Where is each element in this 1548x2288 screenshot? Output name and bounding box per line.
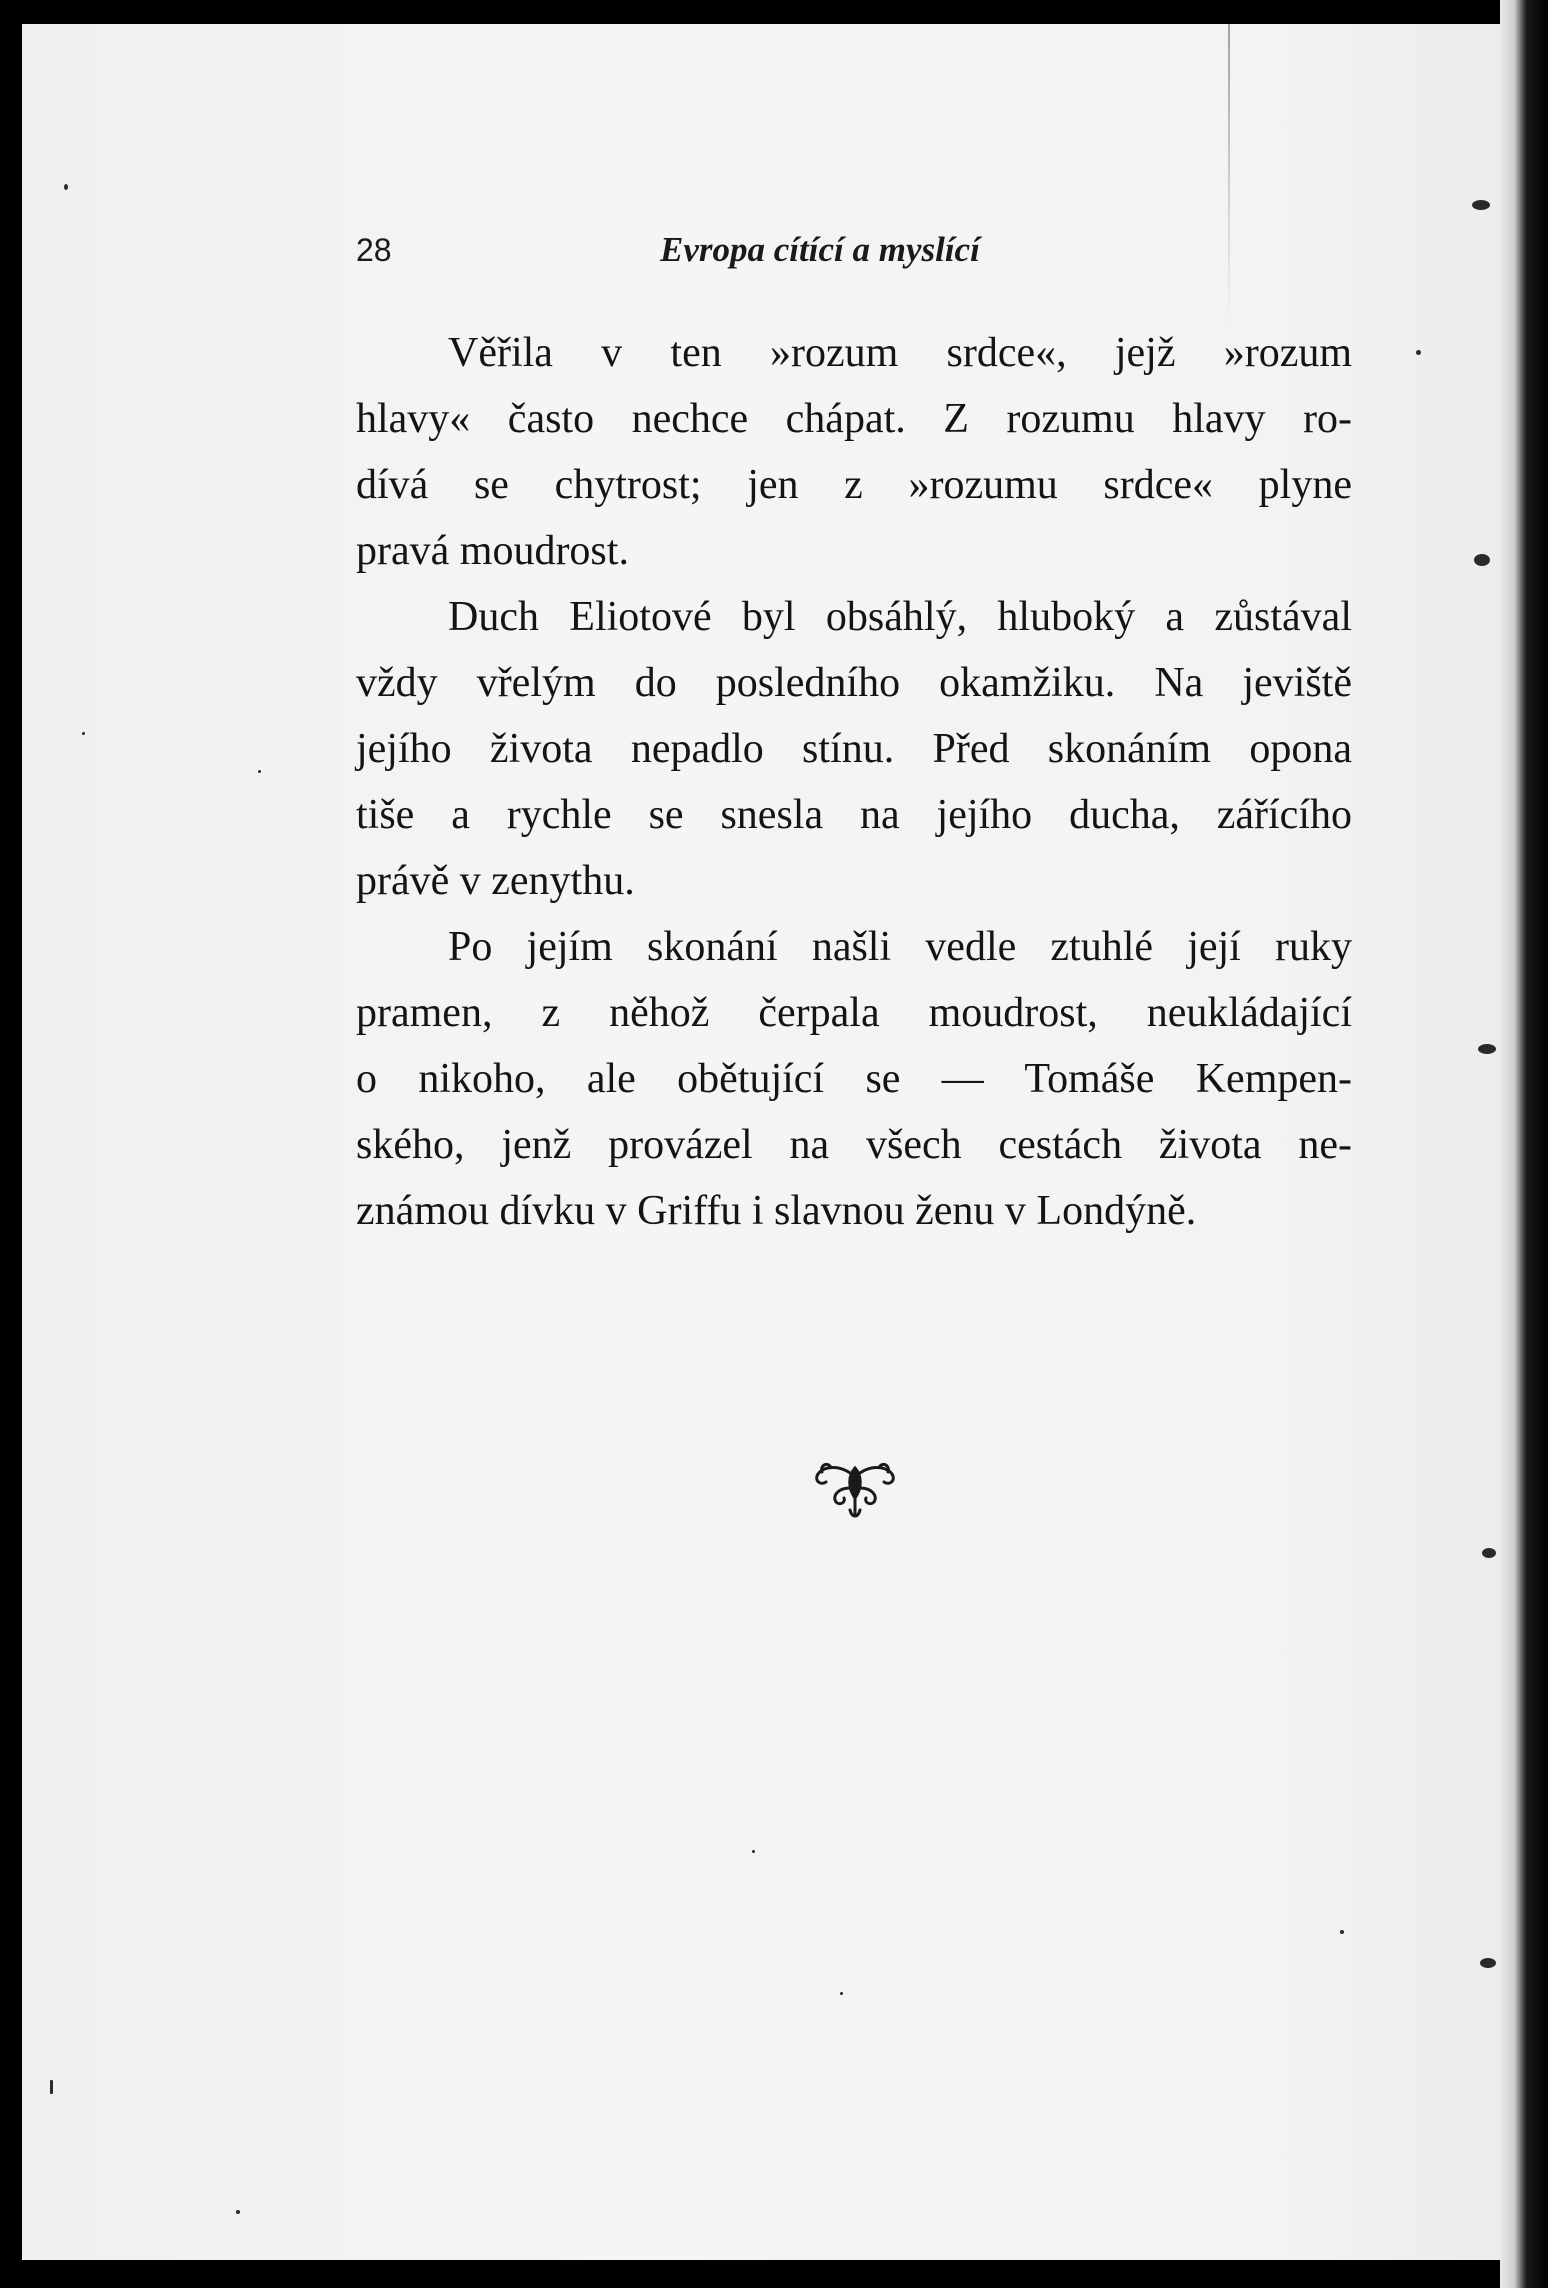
scan-speck	[1416, 350, 1421, 355]
scan-speck	[1472, 200, 1490, 210]
text-line: ského, jenž provázel na všech cestách života ne-	[356, 1122, 1352, 1168]
text-line: Duch Eliotové byl obsáhlý, hluboký a zůstával	[448, 594, 1352, 640]
scan-speck	[840, 1992, 843, 1995]
floral-tailpiece-ornament-icon	[810, 1458, 900, 1522]
scan-speck	[82, 732, 85, 735]
scan-speck	[1474, 554, 1490, 566]
page-header	[356, 232, 1056, 280]
text-line: tiše a rychle se snesla na jejího ducha, zářícího	[356, 792, 1352, 838]
scan-speck	[1340, 1930, 1344, 1934]
scan-speck	[1482, 1548, 1496, 1558]
text-line: jejího života nepadlo stínu. Před skonáním opona	[356, 726, 1352, 772]
text-line: Věřila v ten »rozum srdce«, jejž »rozum	[448, 330, 1352, 376]
running-title: Evropa cítící a myslící	[660, 230, 980, 269]
text-line: Po jejím skonání našli vedle ztuhlé její ruky	[448, 924, 1352, 970]
text-line: vždy vřelým do posledního okamžiku. Na jeviště	[356, 660, 1352, 706]
text-line: pramen, z něhož čerpala moudrost, neukládající	[356, 990, 1352, 1036]
scan-speck	[1480, 1958, 1496, 1968]
body-text	[356, 320, 1352, 1244]
text-line: hlavy« často nechce chápat. Z rozumu hlavy ro-	[356, 396, 1352, 442]
text-line: dívá se chytrost; jen z »rozumu srdce« plyne	[356, 462, 1352, 508]
paragraph	[356, 584, 1352, 914]
text-line: o nikoho, ale obětující se — Tomáše Kempen-	[356, 1056, 1352, 1102]
scan-speck	[752, 1850, 755, 1853]
paragraph	[356, 320, 1352, 584]
text-line: pravá moudrost.	[356, 528, 629, 574]
text-line: známou dívku v Griffu i slavnou ženu v Londýně.	[356, 1188, 1197, 1234]
scan-speck	[50, 2080, 53, 2094]
scan-speck	[1478, 1044, 1496, 1054]
scan-speck	[258, 770, 261, 773]
scan-artifact-line	[1228, 24, 1230, 324]
paragraph	[356, 914, 1352, 1244]
book-spine-edge	[1500, 0, 1548, 2288]
text-line: právě v zenythu.	[356, 858, 635, 904]
page-number: 28	[356, 232, 392, 268]
scan-speck	[64, 184, 68, 190]
scan-speck	[236, 2210, 240, 2214]
